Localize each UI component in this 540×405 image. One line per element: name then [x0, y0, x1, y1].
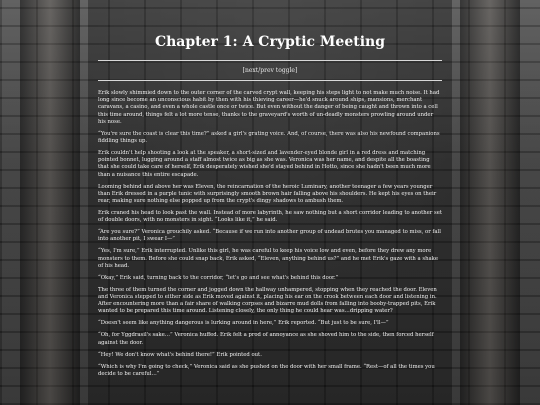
background-pillar-right — [460, 0, 520, 405]
story-paragraph: “Yes, I'm sure,” Erik interrupted. Unlike this girl, he was careful to keep his voice low and even, before they drew any more monsters to them. Before she could snap back, Erik asked, “Eleven, anything behind us?” and he met Erik's gaze with a shake of his head. — [98, 248, 438, 269]
story-body — [98, 90, 442, 378]
story-page — [88, 0, 452, 405]
story-content — [88, 0, 452, 378]
story-paragraph: “Okay,” Erik said, turning back to the corridor, “let's go and see what's behind this door.” — [98, 274, 339, 281]
story-paragraph: “Doesn't seem like anything dangerous is lurking around in here,” Erik reported. “But just to be sure, I'll—” — [98, 320, 389, 327]
story-paragraph: Erik craned his head to look past the wall. Instead of more labyrinth, he saw nothing but a short corridor leading to another set of double doors, with no monsters in sight. “Looks like it,” he said. — [98, 210, 442, 224]
story-paragraph: “Oh, for Yggdrasil's sake…” Veronica huffed. Erik felt a prod of annoyance as she shoved him to the side, then forced herself against the door. — [98, 332, 434, 346]
story-paragraph: The three of them turned the corner and jogged down the hallway unhampered, stopping when they reached the door. Eleven and Veronica stepped to either side as Erik moved against it, placing his ear on the crook between each door and listening in. After encountering more than a fair share of walking corpses and bizarre mud dolls from falling into booby-trapped pits, Erik wanted to be prepared this time around. Listening closely, the only thing he could hear was…dripping water? — [98, 286, 437, 315]
story-paragraph: “Hey! We don't know what's behind there!” Erik pointed out. — [98, 351, 262, 358]
story-paragraph: “Are you sure?” Veronica grouchily asked. “Because if we run into another group of undead brutes you managed to miss, or fall into another pit, I swear I—” — [98, 229, 441, 243]
story-paragraph: “Which is why I'm going to check,” Veronica said as she pushed on the door with her small frame. “Rest—of all the times you decide to be careful…” — [98, 363, 435, 377]
background-pillar-left — [20, 0, 80, 405]
chapter-nav-toggle[interactable]: [next/prev toggle] — [242, 67, 298, 74]
story-paragraph: Looming behind and above her was Eleven, the reincarnation of the heroic Luminary, another teenager a few years younger than Erik dressed in a purple tunic with surprisingly smooth brown hair falling above his shoulders. He kept his eyes on their rear, making sure nothing else popped up from the crypt's dingy shadows to ambush them. — [98, 183, 437, 205]
title-divider — [98, 60, 442, 61]
chapter-title: Chapter 1: A Cryptic Meeting — [154, 34, 385, 50]
story-paragraph: Erik couldn't help shooting a look at the speaker, a short-sized and lavender-eyed blonde girl in a red dress and matching pointed bonnet, lugging around a staff almost twice as big as she was. Veronica was her name, and despite all the boasting that she could take care of herself, Erik desperately wished she'd stayed behind in Hotto, since she hadn't been much more than a nuisance this entire escapade. — [98, 150, 431, 178]
story-paragraph: Erik slowly shimmied down to the outer corner of the carved crypt wall, keeping his steps light to not make much noise. It had long since become an unconscious habit by then with his thieving career—he'd snuck around ships, mansions, merchant caravans, a casino, and even a whole castle once or twice. But even without the danger of being caught and thrown into a cell this time around, things felt a lot more tense, thanks to the graveyard's worth of un-deadly monsters prowling around under his nose. — [98, 90, 440, 125]
nav-divider — [98, 80, 442, 81]
story-paragraph: “You're sure the coast is clear this time?” asked a girl's grating voice. And, of course, there was also his newfound companions fiddling things up. — [98, 130, 440, 145]
